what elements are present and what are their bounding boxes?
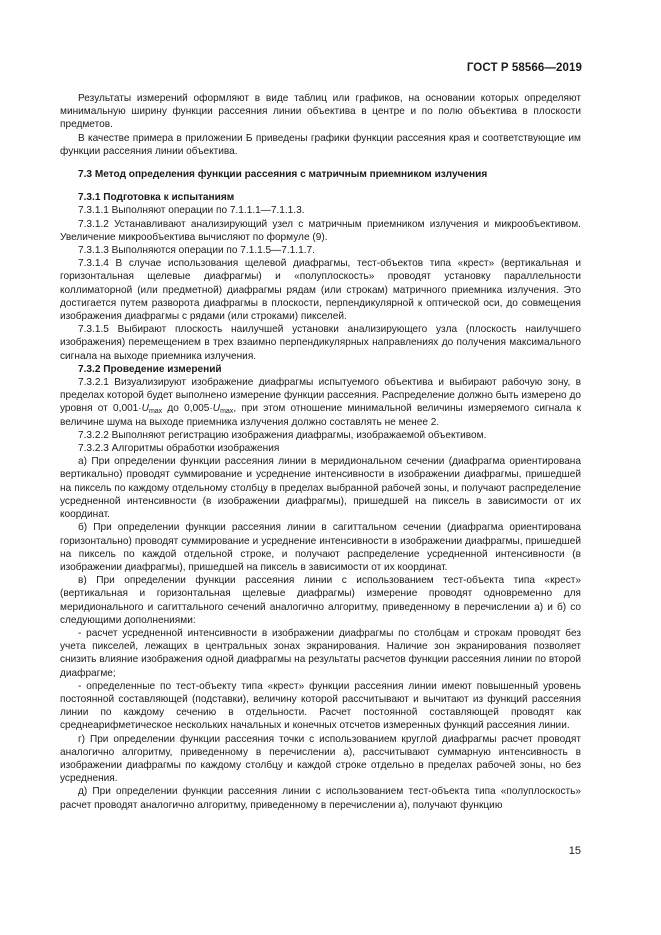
paragraph-example: В качестве примера в приложении Б приведены графики функции рассеяния края и соответствующие им функции рассеяния линии объектива.: [60, 132, 581, 157]
dash-item-1: - расчет усредненной интенсивности в изображении диафрагмы по столбцам и строкам проводят без учета пикселей, лежащих в центральных зонах экранирования. Наличие зон экранирования позволяет снизить влияние изображения одной диафрагмы на результаты расчетов функции рассеяния линии по второй диафрагме;: [60, 627, 581, 679]
list-item-d: д) При определении функции рассеяния линии с использованием тест-объекта типа «полуплоскость» расчет проводят аналогично алгоритму, приведенному в перечислении а), получают функцию: [60, 786, 581, 811]
formula-subscript-max: max: [148, 408, 163, 416]
formula-subscript-max: max: [220, 408, 234, 416]
list-item-v: в) При определении функции рассеяния линии с использованием тест-объекта типа «крест» (вертикальная и горизонтальная щелевые диафрагмы) измерение проводят одновременно для меридионального и сагиттального сечений аналогично алгоритму, приведенному в перечислении а) и б) со следующими дополнениями:: [60, 575, 581, 626]
formula-variable-u: U: [212, 403, 221, 415]
paragraph-7-3-1-3: 7.3.1.3 Выполняются операции по 7.1.1.5—7.1.1.7.: [78, 245, 315, 257]
document-header: ГОСТ Р 58566—2019: [466, 62, 582, 74]
paragraph-7-3-2-1-part-a: 7.3.2.1 Визуализируют изображение диафрагмы испытуемого объектива и выбирают рабочую зону, в пределах которой будет выполнено измерение функции рассеяния. Распределение должно быть измерено до уровня от 0,001·: [60, 377, 581, 415]
subsection-heading-7-3-2: 7.3.2 Проведение измерений: [78, 363, 222, 375]
page-body: [60, 92, 581, 812]
list-item-b: б) При определении функции рассеяния линии в сагиттальном сечении (диафрагма ориентирована горизонтально) проводят суммирование и усреднение интенсивности в изображении диафрагмы, пришедшей на пиксель по каждой отдельной строке, и получают распределение усредненной интенсивности (в изображении диафрагмы), пришедшей на пиксель в зависимости от их координат.: [60, 522, 581, 573]
dash-item-2: - определенные по тест-объекту типа «крест» функции рассеяния линии имеют повышенный уровень постоянной составляющей (подставки), величину которой рассчитывают и вычитают из функций рассеяния линии по каждому сечению в отдельности. Расчет постоянной составляющей проводят как среднеарифметическое нескольких начальных и конечных отсчетов измеренных функций рассеяния линии.: [60, 680, 581, 732]
paragraph-7-3-2-1-part-c: , при этом отношение минимальной величины измеряемого сигнала к величине шума на выходе приемника излучения должно составлять не менее 2.: [60, 403, 581, 428]
paragraph-7-3-2-1-part-b: до 0,005·: [162, 403, 213, 415]
list-item-a: а) При определении функции рассеяния линии в меридиональном сечении (диафрагма ориентирована вертикально) проводят суммирование и усреднение интенсивности в изображении диафрагмы, пришедшей на пиксель по каждому отдельному столбцу в пределах выбранной рабочей зоны, и получают распределение усредненной интенсивности (в изображении диафрагмы), пришедшей на пиксель в зависимости от их координат.: [60, 456, 581, 521]
paragraph-7-3-1-1: 7.3.1.1 Выполняют операции по 7.1.1.1—7.1.1.3.: [78, 205, 305, 217]
paragraph-7-3-1-4: 7.3.1.4 В случае использования щелевой диафрагмы, тест-объектов типа «крест» (вертикальная и горизонтальная щелевые диафрагмы) и «полуплоскость» проводят установку параллельности коллиматорной (или предметной) диафрагмы рядам (или строкам) матричного приемника излучения. Это достигается путем разворота диафрагмы в плоскости, перпендикулярной к оптической оси, до совмещения изображения диафрагмы с рядами (или строками) пикселей.: [60, 258, 581, 323]
paragraph-7-3-2-2: 7.3.2.2 Выполняют регистрацию изображения диафрагмы, изображаемой объективом.: [78, 429, 487, 441]
section-heading-7-3: 7.3 Метод определения функции рассеяния с матричным приемником излучения: [78, 169, 488, 181]
paragraph-7-3-1-2: 7.3.1.2 Устанавливают анализирующий узел с матричным приемником излучения и микрообъективом. Увеличение микрообъектива вычисляют по формуле (9).: [60, 218, 581, 243]
formula-variable-u: U: [141, 403, 149, 415]
paragraph-results: Результаты измерений оформляют в виде таблиц или графиков, на основании которых определяют минимальную ширину функции рассеяния линии объектива в центре и по полю объектива в плоскости предметов.: [60, 93, 581, 131]
paragraph-7-3-2-1: [60, 376, 581, 429]
list-item-g: г) При определении функции рассеяния точки с использованием круглой диафрагмы расчет проводят аналогично алгоритму, приведенному в перечислении а), рассчитывают суммарную интенсивность в изображении диафрагмы по каждому столбцу и каждой строке отдельно в пределах рабочей зоны, но без усреднения.: [60, 733, 581, 785]
subsection-heading-7-3-1: 7.3.1 Подготовка к испытаниям: [78, 192, 235, 204]
paragraph-7-3-1-5: 7.3.1.5 Выбирают плоскость наилучшей установки анализирующего узла (плоскость наилучшего изображения) перемещением в трех взаимно перпендикулярных направлениях до получения максимального сигнала на выходе приемника излучения.: [60, 324, 581, 362]
paragraph-7-3-2-3: 7.3.2.3 Алгоритмы обработки изображения: [78, 443, 280, 455]
page-number: 15: [568, 845, 581, 857]
